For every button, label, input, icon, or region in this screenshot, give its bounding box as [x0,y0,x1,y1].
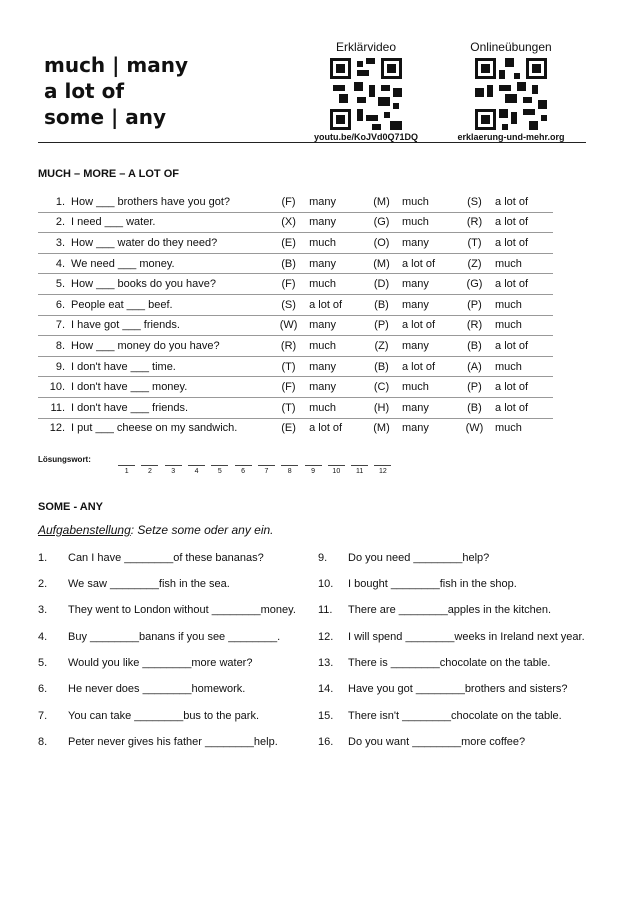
exercise-sentence[interactable]: Can I have ________of these bananas? [68,552,264,564]
option-text: a lot of [396,253,460,274]
option-text: a lot of [309,422,343,435]
question-text: We need ___ money. [71,253,274,274]
question-text: People eat ___ beef. [71,294,274,315]
question-row [38,397,553,418]
option-text: much [495,422,522,435]
blank-line[interactable] [328,465,345,466]
question-number: 8. [38,336,71,357]
question-row [38,315,553,336]
blank-line[interactable] [165,465,182,466]
option-letter: (X) [274,212,303,233]
exercise-sentence[interactable]: Do you want ________more coffee? [348,736,526,748]
exercise-item [38,631,280,643]
question-text: How ___ money do you have? [71,336,274,357]
question-number: 2. [38,212,71,233]
blank-line[interactable] [351,465,368,466]
question-number: 5. [38,274,71,295]
blank-line[interactable] [188,465,205,466]
option-text: many [396,336,460,357]
option-text: much [396,212,460,233]
blank-line[interactable] [258,465,275,466]
question-row [38,233,553,254]
exercise-number: 1. [38,552,48,564]
exercise-number: 13. [318,657,334,669]
question-number: 6. [38,294,71,315]
option-text: many [396,274,460,295]
question-row [38,294,553,315]
option-letter: (R) [274,336,303,357]
blank-number: 11 [355,468,364,475]
multiple-choice-table [38,192,553,438]
option-text: many [396,233,460,254]
option-text: many [303,192,367,212]
exercise-item [38,552,264,564]
option-letter: (T) [460,233,489,254]
option-text: many [303,315,367,336]
blank-number: 12 [379,468,387,475]
option-letter: (B) [460,336,489,357]
option-letter: (B) [367,294,396,315]
option-letter: (S) [274,294,303,315]
section-title-some-any: SOME - ANY [38,501,103,513]
exercise-item [38,683,245,695]
task-text: : Setze some oder any ein. [130,523,274,537]
task-instruction [38,523,274,537]
question-row [38,253,553,274]
option-text: many [303,377,367,398]
blank-number: 9 [311,468,315,475]
option-text: a lot of [489,274,553,295]
solution-blank[interactable] [162,460,185,475]
option-letter: (D) [367,274,396,295]
blank-number: 8 [287,468,292,475]
exercise-number: 9. [318,552,328,564]
question-number: 12. [49,422,66,435]
question-row [38,274,553,295]
exercise-sentence[interactable]: There isn't ________chocolate on the table. [348,710,562,722]
exercise-sentence[interactable]: You can take ________bus to the park. [68,710,260,722]
option-text: a lot of [489,397,553,418]
exercise-number: 2. [38,578,48,590]
exercise-item [318,631,585,643]
exercise-caption: Onlineübungen [470,40,552,54]
question-row [38,418,553,438]
question-number: 1. [38,192,71,212]
blank-number: 10 [332,468,341,475]
question-row [38,192,553,212]
exercise-item [318,710,562,722]
exercise-number: 10. [318,578,334,590]
blank-number: 4 [194,468,199,475]
solution-blank[interactable] [208,460,231,475]
exercise-number: 6. [38,683,48,695]
solution-blank[interactable] [255,460,278,475]
exercise-item [38,736,278,748]
solution-word-label: Lösungswort: [38,455,91,464]
question-row [38,212,553,233]
exercise-sentence[interactable]: Have you got ________brothers and sisters? [348,683,568,695]
solution-blank[interactable] [231,460,254,475]
exercise-sentence[interactable]: Do you need ________help? [348,552,490,564]
header-divider [38,142,586,143]
exercise-number: 7. [38,710,48,722]
exercise-number: 8. [38,736,48,748]
question-row [38,356,553,377]
exercise-item [318,578,517,590]
option-text: much [489,253,553,274]
exercise-number: 5. [38,657,48,669]
option-letter: (C) [367,377,396,398]
exercise-sentence[interactable]: He never does ________homework. [68,683,246,695]
blank-number: 6 [241,468,246,475]
option-letter: (S) [460,192,489,212]
worksheet-title [44,52,188,130]
option-text: a lot of [396,356,460,377]
option-letter: (F) [274,377,303,398]
option-text: many [402,422,429,435]
solution-blank[interactable] [348,460,371,475]
question-text: I have got ___ friends. [71,315,274,336]
exercise-item [318,736,525,748]
blank-number: 5 [217,468,222,475]
question-number: 11. [38,397,71,418]
option-text: much [303,397,367,418]
option-text: much [489,315,553,336]
question-text: How ___ water do they need? [71,233,274,254]
exercise-number: 3. [38,604,48,616]
solution-blank[interactable] [325,460,348,475]
blank-number: 2 [147,468,152,475]
option-letter: (T) [274,397,303,418]
option-letter: (G) [460,274,489,295]
option-text: a lot of [489,212,553,233]
solution-word-blanks [115,460,395,475]
exercise-number: 12. [318,631,334,643]
task-label: Aufgabenstellung [38,523,131,537]
option-letter: (M) [367,192,396,212]
exercise-item [318,604,551,616]
title-line: a lot of [44,79,125,103]
option-text: many [396,397,460,418]
question-number: 3. [38,233,71,254]
exercise-url[interactable]: erklaerung-und-mehr.org [457,132,565,142]
option-letter: (H) [367,397,396,418]
exercise-item [318,552,489,564]
option-text: much [396,377,460,398]
option-text: a lot of [396,315,460,336]
blank-number: 1 [124,468,129,475]
exercise-item [318,657,550,669]
exercise-sentence[interactable]: Would you like ________more water? [68,657,253,669]
option-text: a lot of [489,192,553,212]
exercise-item [38,578,230,590]
option-text: many [303,253,367,274]
exercise-number: 16. [318,736,334,748]
option-letter: (R) [460,212,489,233]
option-text: much [489,356,553,377]
exercise-sentence[interactable]: Peter never gives his father ________help. [68,736,278,748]
blank-line[interactable] [141,465,158,466]
question-number: 9. [38,356,71,377]
exercise-number: 14. [318,683,334,695]
option-letter: (F) [274,192,303,212]
option-text: much [303,233,367,254]
option-letter: (G) [367,212,396,233]
exercise-sentence[interactable]: They went to London without ________money. [68,604,296,616]
exercise-sentence[interactable]: There are ________apples in the kitchen. [348,604,552,616]
exercise-sentence[interactable]: Buy ________banans if you see ________. [68,631,281,643]
blank-line[interactable] [305,465,322,466]
option-text: a lot of [489,233,553,254]
solution-blank[interactable] [371,460,394,475]
option-text: a lot of [489,377,553,398]
option-letter: (W) [274,315,303,336]
option-letter: (M) [367,253,396,274]
option-text: much [303,274,367,295]
exercise-number: 4. [38,631,48,643]
option-text: many [303,356,367,377]
option-letter: (B) [367,356,396,377]
option-letter: (M) [373,422,390,435]
exercise-number: 15. [318,710,334,722]
question-text: How ___ brothers have you got? [71,192,274,212]
title-line: some | any [44,105,167,129]
option-text: much [396,192,460,212]
exercise-qr-block [450,40,572,142]
option-text: many [396,294,460,315]
option-text: a lot of [303,294,367,315]
option-letter: (Z) [367,336,396,357]
option-letter: (E) [274,233,303,254]
question-text: I don't have ___ money. [71,377,274,398]
option-letter: (T) [274,356,303,377]
option-letter: (B) [274,253,303,274]
exercise-sentence[interactable]: There is ________chocolate on the table. [348,657,551,669]
video-url[interactable]: youtu.be/KoJVd0Q71DQ [313,132,419,142]
option-letter: (O) [367,233,396,254]
option-letter: (W) [465,422,484,435]
option-letter: (F) [274,274,303,295]
question-text: I put ___ cheese on my sandwich. [71,422,238,435]
solution-blank[interactable] [115,460,138,475]
solution-blank[interactable] [278,460,301,475]
exercise-item [38,657,252,669]
solution-blank[interactable] [138,460,161,475]
blank-number: 3 [171,468,176,475]
option-text: much [303,336,367,357]
exercise-item [38,710,259,722]
blank-number: 7 [264,468,269,475]
option-letter: (P) [460,294,489,315]
option-letter: (E) [281,422,296,435]
exercise-sentence[interactable]: I will spend ________weeks in Ireland next year. [348,631,585,643]
question-number: 7. [38,315,71,336]
section-title-much-many: MUCH – MORE – A LOT OF [38,168,179,180]
blank-line[interactable] [235,465,252,466]
question-number: 10. [38,377,71,398]
exercise-sentence[interactable]: I bought ________fish in the shop. [348,578,517,590]
solution-blank[interactable] [301,460,324,475]
option-letter: (P) [367,315,396,336]
blank-line[interactable] [281,465,298,466]
exercise-sentence[interactable]: We saw ________fish in the sea. [68,578,230,590]
exercise-item [318,683,568,695]
exercise-item [38,604,296,616]
option-text: much [489,294,553,315]
solution-blank[interactable] [185,460,208,475]
blank-line[interactable] [374,465,391,466]
exercise-number: 11. [318,604,333,616]
exercise-qr-code-icon[interactable] [475,58,547,130]
question-text: I need ___ water. [71,212,274,233]
option-text: a lot of [489,336,553,357]
video-qr-block [306,40,426,142]
video-qr-code-icon[interactable] [330,58,402,130]
option-letter: (A) [460,356,489,377]
option-letter: (Z) [460,253,489,274]
blank-line[interactable] [118,465,135,466]
title-line: much | many [44,53,189,77]
question-row [38,336,553,357]
option-letter: (B) [460,397,489,418]
question-row [38,377,553,398]
question-text: I don't have ___ time. [71,356,274,377]
question-number: 4. [38,253,71,274]
option-letter: (R) [460,315,489,336]
blank-line[interactable] [211,465,228,466]
option-letter: (P) [460,377,489,398]
question-text: How ___ books do you have? [71,274,274,295]
option-text: many [303,212,367,233]
video-caption: Erklärvideo [335,40,397,54]
question-text: I don't have ___ friends. [71,397,274,418]
